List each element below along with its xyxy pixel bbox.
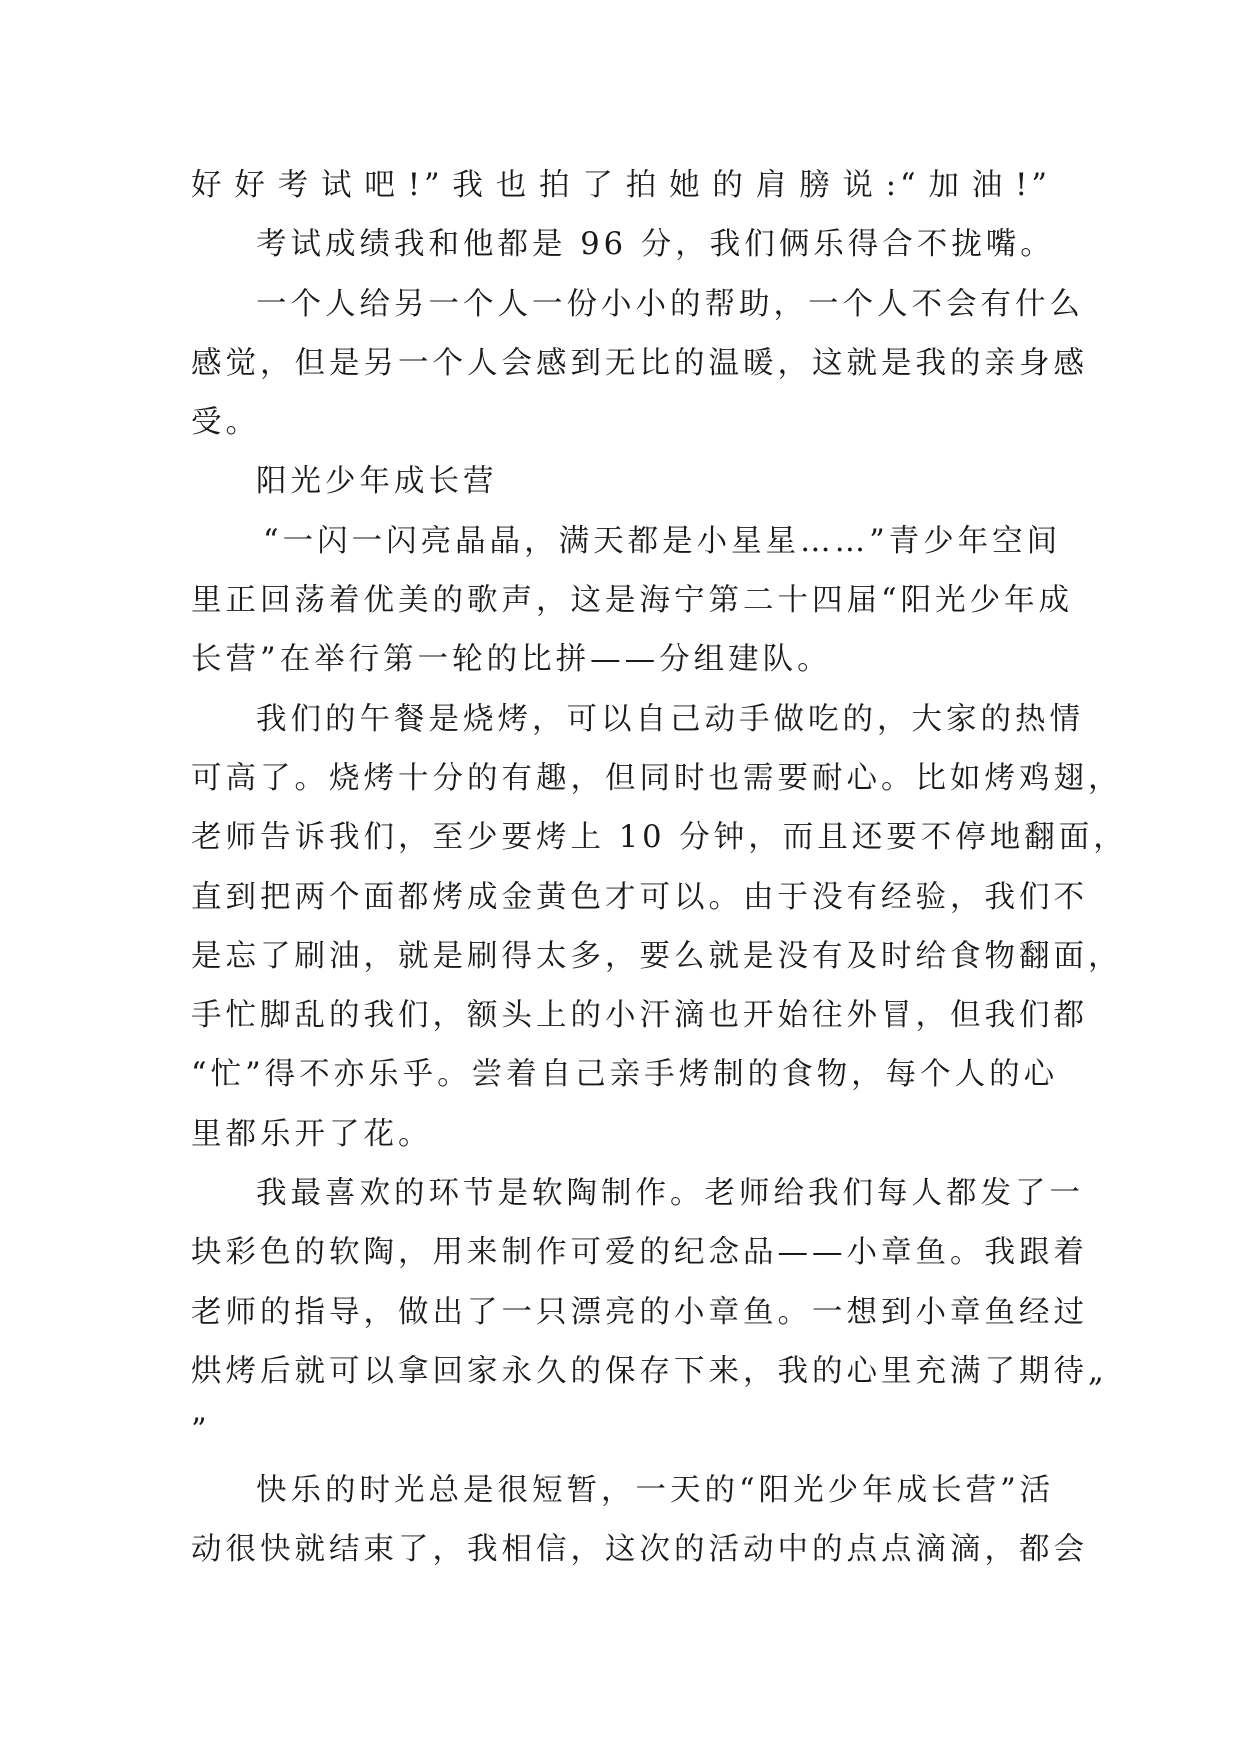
- text-line: 手忙脚乱的我们，额头上的小汗滴也开始往外冒，但我们都: [191, 998, 1088, 1034]
- text-line: 我最喜欢的环节是软陶制作。老师给我们每人都发了一: [256, 1176, 1084, 1212]
- text-line: 感觉，但是另一个人会感到无比的温暖，这就是我的亲身感: [191, 345, 1088, 381]
- text-line: “一闪一闪亮晶晶，满天都是小星星……”青少年空间: [263, 523, 1062, 559]
- text-line: 动很快就结束了，我相信，这次的活动中的点点滴滴，都会: [191, 1531, 1088, 1567]
- text-line: 快乐的时光总是很短暂，一天的“阳光少年成长营”活: [256, 1472, 1055, 1508]
- text-line: 一个人给另一个人一份小小的帮助，一个人不会有什么: [256, 286, 1084, 322]
- text-line: 老师的指导，做出了一只漂亮的小章鱼。一想到小章鱼经过: [191, 1294, 1088, 1330]
- text-line: ”: [191, 1413, 211, 1449]
- text-line: 块彩色的软陶，用来制作可爱的纪念品——小章鱼。我跟着: [191, 1235, 1088, 1271]
- text-line: 直到把两个面都烤成金黄色才可以。由于没有经验，我们不: [191, 879, 1088, 915]
- text-line: 老师告诉我们，至少要烤上 10 分钟，而且还要不停地翻面，: [191, 820, 1128, 856]
- text-line: 我们的午餐是烧烤，可以自己动手做吃的，大家的热情: [256, 701, 1084, 737]
- text-line: 长营”在举行第一轮的比拼——分组建队。: [191, 642, 832, 678]
- text-line: 受。: [191, 405, 260, 441]
- text-line: 可高了。烧烤十分的有趣，但同时也需要耐心。比如烤鸡翅，: [191, 760, 1123, 796]
- text-line: 烘烤后就可以拿回家永久的保存下来，我的心里充满了期待„: [191, 1353, 1108, 1389]
- text-line: 好好考试吧!”我也拍了拍她的肩膀说:“加油!”: [191, 168, 1051, 203]
- text-line: 里都乐开了花。: [191, 1116, 433, 1152]
- text-line: “忙”得不亦乐乎。尝着自己亲手烤制的食物，每个人的心: [191, 1057, 1059, 1093]
- text-line: 考试成绩我和他都是 96 分，我们俩乐得合不拢嘴。: [256, 227, 1055, 263]
- body-text: [191, 156, 1128, 1579]
- text-line: 是忘了刷油，就是刷得太多，要么就是没有及时给食物翻面，: [191, 938, 1123, 974]
- section-heading: 阳光少年成长营: [256, 464, 498, 500]
- text-line: 里正回荡着优美的歌声，这是海宁第二十四届“阳光少年成: [191, 583, 1074, 619]
